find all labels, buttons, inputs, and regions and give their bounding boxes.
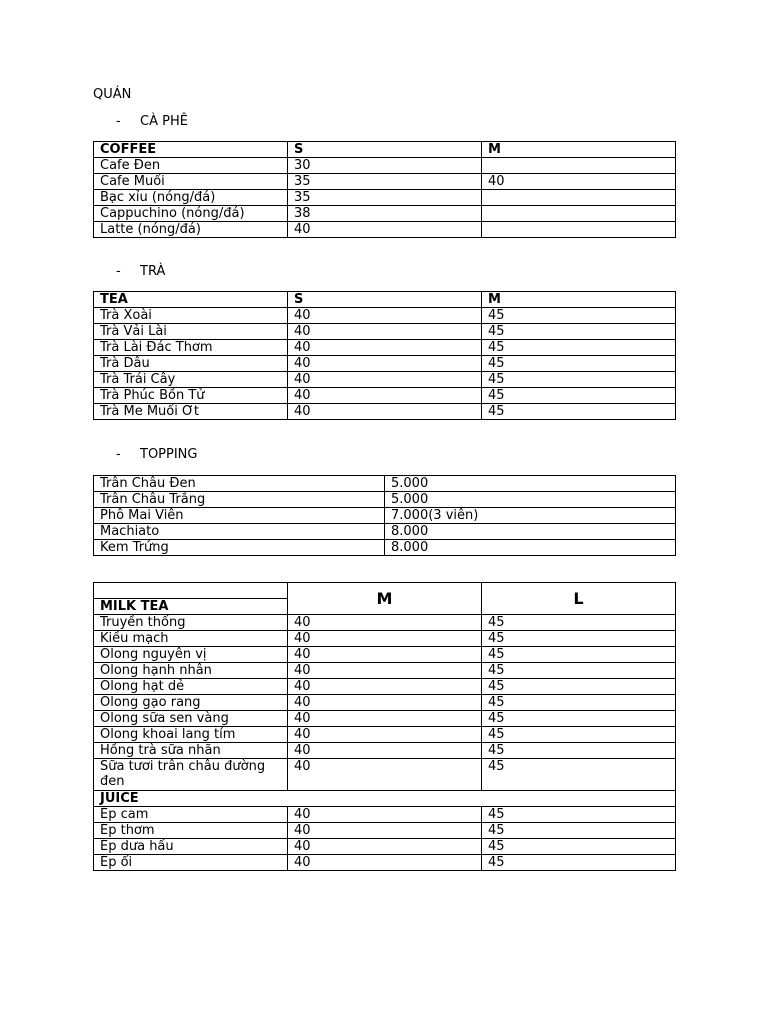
table-row	[94, 695, 676, 711]
price-cell: 40	[288, 372, 482, 388]
item-name: Sữa tươi trân châu đường đen	[94, 759, 288, 791]
price-cell: 40	[288, 404, 482, 420]
item-name: Hồng trà sữa nhãn	[94, 743, 288, 759]
price-cell: 45	[482, 855, 676, 871]
price-cell: 5.000	[385, 476, 676, 492]
section-heading-coffee	[116, 114, 188, 129]
price-cell: 40	[288, 340, 482, 356]
table-row	[94, 839, 676, 855]
price-cell: 40	[288, 855, 482, 871]
table-row	[94, 492, 676, 508]
price-cell: 35	[288, 190, 482, 206]
item-name: Kiều mạch	[94, 631, 288, 647]
table-row	[94, 679, 676, 695]
section-heading-topping	[116, 447, 197, 462]
price-cell	[482, 158, 676, 174]
price-cell: 40	[288, 222, 482, 238]
price-cell: 40	[288, 308, 482, 324]
table-row	[94, 388, 676, 404]
price-cell	[482, 190, 676, 206]
price-cell: 7.000(3 viên)	[385, 508, 676, 524]
price-cell: 45	[482, 372, 676, 388]
table-row	[94, 404, 676, 420]
price-cell: 40	[288, 324, 482, 340]
juice-header-row	[94, 791, 676, 807]
bullet-dash: -	[116, 264, 121, 279]
table-row	[94, 508, 676, 524]
item-name: Bạc xỉu (nóng/đá)	[94, 190, 288, 206]
table-row	[94, 190, 676, 206]
price-cell: 40	[288, 679, 482, 695]
item-name: Cafe Muối	[94, 174, 288, 190]
price-cell: 45	[482, 631, 676, 647]
table-row	[94, 206, 676, 222]
price-cell: 45	[482, 807, 676, 823]
price-cell: 40	[288, 743, 482, 759]
section-heading-label: TRÀ	[140, 264, 166, 279]
price-cell: 40	[288, 695, 482, 711]
table-row	[94, 222, 676, 238]
price-cell: 40	[288, 711, 482, 727]
table-row	[94, 372, 676, 388]
item-name: Olong sữa sen vàng	[94, 711, 288, 727]
price-cell: 45	[482, 340, 676, 356]
juice-header: JUICE	[94, 791, 676, 807]
item-name: Trân Châu Trắng	[94, 492, 385, 508]
price-cell: 45	[482, 647, 676, 663]
price-cell: 40	[288, 759, 482, 791]
item-name: Trà Phúc Bồn Tử	[94, 388, 288, 404]
item-name: Ép ổi	[94, 855, 288, 871]
bullet-dash: -	[116, 114, 121, 129]
item-name: Ép dưa hấu	[94, 839, 288, 855]
item-name: Trà Xoài	[94, 308, 288, 324]
price-cell: 45	[482, 679, 676, 695]
price-cell: 8.000	[385, 540, 676, 556]
item-name: Ép cam	[94, 807, 288, 823]
tea-table	[93, 291, 676, 420]
empty-header-cell	[94, 583, 288, 599]
table-header-row	[94, 292, 676, 308]
table-row	[94, 663, 676, 679]
size-header-m: M	[288, 583, 482, 615]
price-cell: 40	[288, 823, 482, 839]
header-cell: M	[482, 292, 676, 308]
table-row	[94, 759, 676, 791]
price-cell: 40	[288, 647, 482, 663]
price-cell: 45	[482, 308, 676, 324]
item-name: Cappuchino (nóng/đá)	[94, 206, 288, 222]
coffee-table	[93, 141, 676, 238]
price-cell: 40	[482, 174, 676, 190]
price-cell: 45	[482, 388, 676, 404]
item-name: Olong nguyên vị	[94, 647, 288, 663]
item-name: Trà Dâu	[94, 356, 288, 372]
price-cell: 45	[482, 711, 676, 727]
price-cell	[482, 206, 676, 222]
item-name: Olong hạt dẻ	[94, 679, 288, 695]
price-cell: 40	[288, 388, 482, 404]
item-name: Machiato	[94, 524, 385, 540]
table-row	[94, 807, 676, 823]
table-row	[94, 823, 676, 839]
table-row	[94, 356, 676, 372]
price-cell: 45	[482, 823, 676, 839]
price-cell: 40	[288, 839, 482, 855]
table-row	[94, 631, 676, 647]
price-cell: 40	[288, 615, 482, 631]
header-cell: TEA	[94, 292, 288, 308]
price-cell: 40	[288, 663, 482, 679]
item-name: Trà Me Muối Ớt	[94, 404, 288, 420]
item-name: Trân Châu Đen	[94, 476, 385, 492]
table-header-row	[94, 583, 676, 599]
price-cell: 40	[288, 356, 482, 372]
milk-tea-table	[93, 582, 676, 871]
item-name: Olong khoai lang tím	[94, 727, 288, 743]
price-cell: 45	[482, 743, 676, 759]
table-row	[94, 727, 676, 743]
table-row	[94, 158, 676, 174]
table-row	[94, 174, 676, 190]
table-header-row	[94, 142, 676, 158]
header-cell: MILK TEA	[94, 599, 288, 615]
table-row	[94, 324, 676, 340]
item-name: Cafe Đen	[94, 158, 288, 174]
price-cell: 45	[482, 324, 676, 340]
price-cell: 45	[482, 663, 676, 679]
item-name: Latte (nóng/đá)	[94, 222, 288, 238]
price-cell: 45	[482, 356, 676, 372]
section-heading-label: TOPPING	[140, 447, 198, 462]
price-cell: 35	[288, 174, 482, 190]
item-name: Phô Mai Viên	[94, 508, 385, 524]
price-cell: 45	[482, 759, 676, 791]
price-cell: 45	[482, 727, 676, 743]
price-cell: 40	[288, 807, 482, 823]
item-name: Olong gạo rang	[94, 695, 288, 711]
price-cell: 40	[288, 727, 482, 743]
price-cell: 30	[288, 158, 482, 174]
topping-table	[93, 475, 676, 556]
table-row	[94, 647, 676, 663]
table-row	[94, 476, 676, 492]
item-name: Olong hạnh nhân	[94, 663, 288, 679]
table-row	[94, 540, 676, 556]
header-cell: COFFEE	[94, 142, 288, 158]
item-name: Kem Trứng	[94, 540, 385, 556]
price-cell: 40	[288, 631, 482, 647]
table-row	[94, 308, 676, 324]
price-cell: 45	[482, 695, 676, 711]
table-row	[94, 711, 676, 727]
item-name: Trà Trái Cây	[94, 372, 288, 388]
price-cell: 5.000	[385, 492, 676, 508]
bullet-dash: -	[116, 447, 121, 462]
price-cell: 8.000	[385, 524, 676, 540]
item-name: Trà Vải Lài	[94, 324, 288, 340]
table-row	[94, 340, 676, 356]
header-cell: M	[482, 142, 676, 158]
item-name: Truyền thống	[94, 615, 288, 631]
price-cell: 38	[288, 206, 482, 222]
size-header-l: L	[482, 583, 676, 615]
section-heading-label: CÀ PHÊ	[140, 114, 188, 129]
table-row	[94, 615, 676, 631]
price-cell: 45	[482, 839, 676, 855]
item-name: Ép thơm	[94, 823, 288, 839]
page-title: QUÁN	[93, 87, 132, 102]
price-cell	[482, 222, 676, 238]
section-heading-tea	[116, 264, 165, 279]
price-cell: 45	[482, 404, 676, 420]
table-row	[94, 524, 676, 540]
item-name: Trà Lài Đác Thơm	[94, 340, 288, 356]
table-row	[94, 855, 676, 871]
price-cell: 45	[482, 615, 676, 631]
header-cell: S	[288, 142, 482, 158]
header-cell: S	[288, 292, 482, 308]
table-row	[94, 743, 676, 759]
